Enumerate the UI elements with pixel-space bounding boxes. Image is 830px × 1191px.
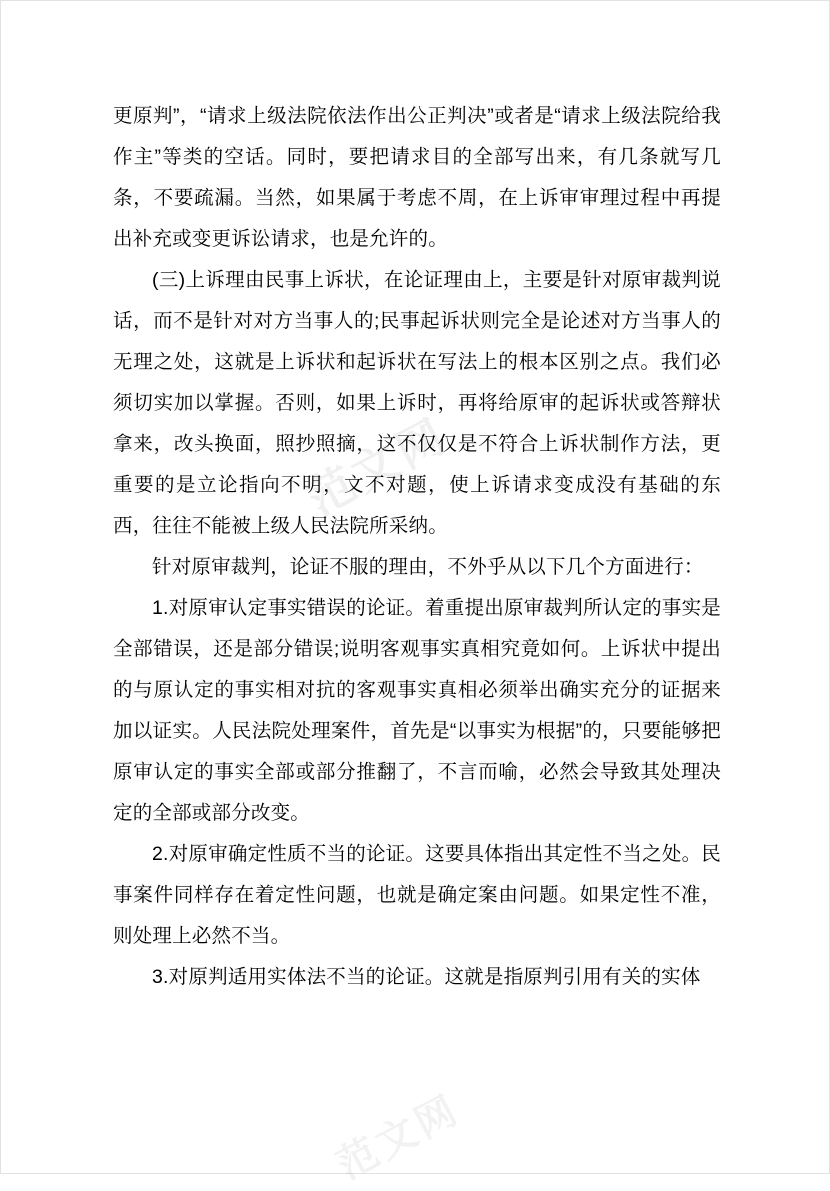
- watermark-bottom: 范文网: [330, 1087, 468, 1189]
- document-body: [113, 96, 721, 998]
- paragraph: 更原判”，“请求上级法院依法作出公正判决”或者是“请求上级法院给我作主”等类的空话。同时，要把请求目的全部写出来，有几条就写几条，不要疏漏。当然，如果属于考虑不周，在上诉审审理过程中再提出补充或变更诉讼请求，也是允许的。: [113, 105, 721, 250]
- paragraph: 1.对原审认定事实错误的论证。着重提出原审裁判所认定的事实是全部错误，还是部分错误;说明客观事实真相究竟如何。上诉状中提出的与原认定的事实相对抗的客观事实真相必须举出确实充分的证据来加以证实。人民法院处理案件，首先是“以事实为根据”的，只要能够把原审认定的事实全部或部分推翻了，不言而喻，必然会导致其处理决定的全部或部分改变。: [113, 597, 721, 824]
- paragraph: 3.对原判适用实体法不当的论证。这就是指原判引用有关的实体: [152, 966, 701, 988]
- paragraph: 2.对原审确定性质不当的论证。这要具体指出其定性不当之处。民事案件同样存在着定性问题，也就是确定案由问题。如果定性不准，则处理上必然不当。: [113, 843, 721, 947]
- paragraph: 针对原审裁判，论证不服的理由，不外乎从以下几个方面进行：: [152, 556, 704, 578]
- watermark-main: 范文网: [298, 408, 456, 525]
- paragraph: (三)上诉理由民事上诉状，在论证理由上，主要是针对原审裁判说话，而不是针对对方当事人的;民事起诉状则完全是论述对方当事人的无理之处，这就是上诉状和起诉状在写法上的根本区别之点。我们必须切实加以掌握。否则，如果上诉时，再将给原审的起诉状或答辩状拿来，改头换面，照抄照摘，这不仅仅是不符合上诉状制作方法，更重要的是立论指向不明，文不对题，使上诉请求变成没有基础的东西，往往不能被上级人民法院所采纳。: [113, 269, 721, 537]
